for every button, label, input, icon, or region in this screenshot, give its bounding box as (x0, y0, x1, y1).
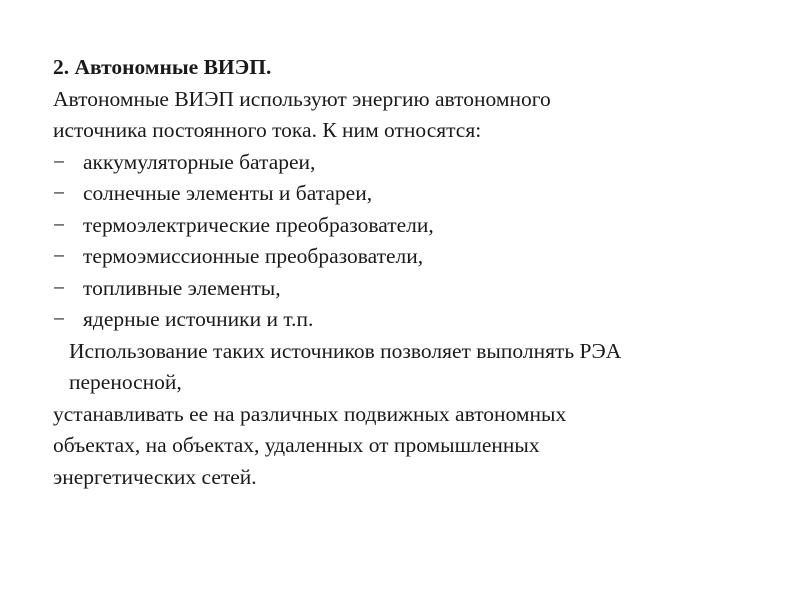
dash-bullet-icon: − (53, 181, 66, 205)
list-item-text: аккумуляторные батареи, (83, 149, 316, 174)
list-item (53, 147, 793, 179)
list-item-text: ядерные источники и т.п. (83, 307, 314, 331)
list-item-text: солнечные элементы и батареи, (83, 181, 373, 205)
dash-bullet-icon: − (53, 244, 66, 268)
slide-text (53, 52, 793, 493)
dash-bullet-icon: − (53, 275, 66, 300)
closing-line-2: объектах, на объектах, удаленных от промышленных (53, 433, 540, 457)
list-item-text: термоэмиссионные преобразователи, (83, 244, 424, 268)
source-list (53, 147, 793, 336)
dash-bullet-icon: − (53, 149, 66, 174)
intro-line-2: источника постоянного тока. К ним относятся: (53, 118, 482, 142)
closing-line-3: энергетических сетей. (53, 464, 257, 489)
intro-line-1: Автономные ВИЭП используют энергию автономного (53, 86, 551, 111)
list-item (53, 241, 793, 273)
usage-line-2: переносной, (69, 370, 182, 394)
section-heading: 2. Автономные ВИЭП. (53, 55, 272, 79)
list-item-text: термоэлектрические преобразователи, (83, 212, 434, 237)
list-item (53, 273, 793, 305)
list-item (53, 178, 793, 210)
closing-line-1: устанавливать ее на различных подвижных автономных (53, 401, 567, 426)
list-item (53, 210, 793, 242)
dash-bullet-icon: − (53, 307, 66, 331)
usage-line-1: Использование таких источников позволяет выполнять РЭА (69, 338, 622, 363)
dash-bullet-icon: − (53, 212, 66, 237)
list-item (53, 304, 793, 336)
list-item-text: топливные элементы, (83, 275, 281, 300)
